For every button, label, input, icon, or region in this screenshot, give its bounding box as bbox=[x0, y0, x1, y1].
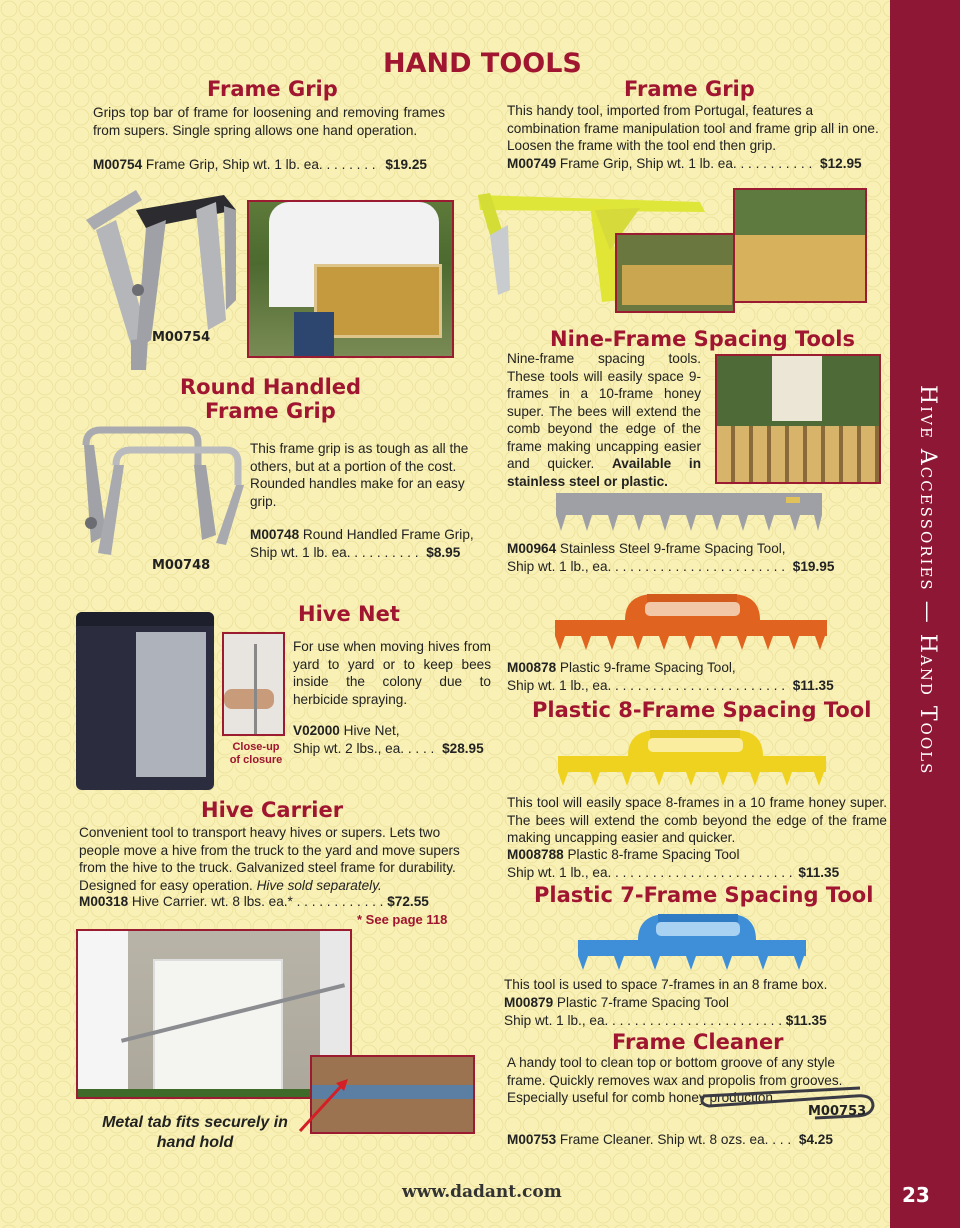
plastic-9-spacing-item2: Ship wt. 1 lb., ea. . . . . . . . . . . . . . . . . . . . . . . . bbox=[507, 677, 786, 693]
eight-frame-desc: This tool will easily space 8-frames in a 10 frame honey super. The bees will extend the comb beyond the edge of the frame making uncapping easier and quicker. bbox=[507, 795, 887, 845]
seven-frame-desc: This tool is used to space 7-frames in an 8 frame box. bbox=[504, 977, 828, 992]
round-grip-item2: Ship wt. 1 lb. ea. . . . . . . . . . bbox=[250, 544, 419, 560]
hive-carrier-caption: Metal tab fits securely in hand hold bbox=[102, 1114, 288, 1151]
frame-grip-2-order bbox=[507, 155, 887, 173]
round-grip-desc: This frame grip is as tough as all the others, but at a portion of the cost. Rounded handles make for an easy grip. bbox=[250, 441, 469, 509]
hive-net-sku: V02000 bbox=[293, 723, 340, 738]
hive-carrier-price: $72.55 bbox=[387, 894, 429, 909]
eight-frame-order bbox=[507, 846, 867, 881]
nine-frame-desc-bold: Available in stainless steel or plastic. bbox=[507, 456, 701, 489]
hive-carrier-desc bbox=[79, 824, 464, 894]
steel-spacing-order bbox=[507, 540, 867, 575]
frame-cleaner-order bbox=[507, 1131, 867, 1149]
seven-frame-item2: Ship wt. 1 lb., ea. . . . . . . . . . . . . . . . . . . . . . . . bbox=[504, 1012, 783, 1028]
nine-frame-desc bbox=[507, 350, 701, 490]
frame-grip-1-order bbox=[93, 156, 453, 174]
hive-net-title: Hive Net bbox=[298, 602, 400, 626]
frame-grip-2-photo-2 bbox=[733, 188, 867, 303]
hive-net-price: $28.95 bbox=[442, 740, 484, 756]
frame-grip-2-sku: M00749 bbox=[507, 156, 557, 171]
plastic-9-spacing-price: $11.35 bbox=[792, 677, 834, 693]
hive-carrier-item: Hive Carrier. wt. 8 lbs. ea.* . . . . . . . . . . . . bbox=[131, 894, 384, 909]
hive-net-closeup-caption-2: of closure bbox=[229, 754, 283, 766]
hive-carrier-order bbox=[79, 893, 459, 911]
website-footer: www.dadant.com bbox=[402, 1182, 562, 1202]
round-grip-image-code: M00748 bbox=[152, 558, 211, 573]
sidebar-title: Hive Accessories — Hand Tools bbox=[915, 385, 940, 776]
steel-spacing-item2: Ship wt. 1 lb., ea. . . . . . . . . . . . . . . . . . . . . . . . bbox=[507, 558, 786, 574]
frame-grip-1-price: $19.25 bbox=[385, 157, 427, 172]
page-title: HAND TOOLS bbox=[383, 48, 582, 79]
hive-carrier-sku: M00318 bbox=[79, 894, 129, 909]
hive-net-desc: For use when moving hives from yard to yard or to keep bees inside the colony due to herbicide spraying. bbox=[293, 639, 491, 707]
round-grip-item: Round Handled Frame Grip, bbox=[302, 527, 474, 542]
plastic-7-spacing-tool-image bbox=[578, 910, 808, 972]
hive-carrier-see-page: * See page 118 bbox=[357, 912, 448, 927]
plastic-9-spacing-tool-image bbox=[555, 590, 830, 652]
round-grip-title-1: Round Handled bbox=[180, 375, 362, 399]
eight-frame-sku: M008788 bbox=[507, 847, 564, 862]
frame-grip-2-title: Frame Grip bbox=[624, 77, 755, 101]
round-grip-tool-image bbox=[76, 425, 244, 575]
frame-grip-1-image-code: M00754 bbox=[152, 330, 211, 345]
hive-carrier-desc-italic: Hive sold separately. bbox=[256, 877, 382, 893]
frame-grip-2-photo-1 bbox=[615, 233, 735, 313]
page-number: 23 bbox=[902, 1183, 930, 1207]
hive-net-order bbox=[293, 722, 503, 757]
nine-frame-desc-text: Nine-frame spacing tools. These tools will easily space 9-frames in a 10-frame honey super. The bees will extend the comb beyond the edge of the frame making uncapping easier and quicker. bbox=[507, 351, 701, 471]
steel-spacing-price: $19.95 bbox=[792, 558, 835, 574]
hive-net-item2: Ship wt. 2 lbs., ea. . . . . bbox=[293, 740, 435, 756]
nine-frame-photo bbox=[715, 354, 881, 484]
hive-carrier-title: Hive Carrier bbox=[201, 798, 344, 822]
hive-net-closeup-caption bbox=[226, 741, 286, 767]
frame-grip-1-sku: M00754 bbox=[93, 157, 143, 172]
round-grip-sku: M00748 bbox=[250, 527, 300, 542]
frame-cleaner-item: Frame Cleaner. Ship wt. 8 ozs. ea. . . . bbox=[559, 1132, 792, 1147]
plastic-8-spacing-tool-image bbox=[558, 726, 828, 788]
round-grip-price: $8.95 bbox=[426, 544, 461, 560]
steel-spacing-sku: M00964 bbox=[507, 541, 557, 556]
eight-frame-title: Plastic 8-Frame Spacing Tool bbox=[532, 698, 872, 722]
eight-frame-item2: Ship wt. 1 lb., ea. . . . . . . . . . . . . . . . . . . . . . . . . bbox=[507, 864, 793, 880]
frame-grip-photo bbox=[247, 200, 454, 358]
hive-net-closeup-photo bbox=[222, 632, 285, 736]
frame-grip-2-desc: This handy tool, imported from Portugal, features a combination frame manipulation tool and frame grip all in one. Loosen the frame with the tool end then grip. bbox=[507, 103, 879, 153]
hive-net-item: Hive Net, bbox=[343, 723, 400, 738]
seven-frame-price: $11.35 bbox=[785, 1012, 827, 1028]
seven-frame-order bbox=[504, 994, 864, 1029]
seven-frame-sku: M00879 bbox=[504, 995, 554, 1010]
frame-cleaner-sku: M00753 bbox=[507, 1132, 557, 1147]
arrow-icon bbox=[296, 1075, 356, 1135]
steel-spacing-item: Stainless Steel 9-frame Spacing Tool, bbox=[559, 541, 786, 556]
plastic-9-spacing-order bbox=[507, 659, 867, 694]
plastic-9-spacing-item: Plastic 9-frame Spacing Tool, bbox=[559, 660, 736, 675]
frame-grip-1-desc: Grips top bar of frame for loosening and removing frames from supers. Single spring allows one hand operation. bbox=[93, 105, 445, 138]
nine-frame-title: Nine-Frame Spacing Tools bbox=[550, 327, 856, 351]
round-grip-order bbox=[250, 526, 490, 561]
frame-grip-2-item: Frame Grip, Ship wt. 1 lb. ea. . . . . . . . . . . bbox=[559, 156, 813, 171]
seven-frame-title: Plastic 7-Frame Spacing Tool bbox=[534, 883, 874, 907]
frame-cleaner-image-code: M00753 bbox=[808, 1104, 867, 1119]
steel-spacing-tool-image bbox=[556, 491, 826, 535]
frame-cleaner-price: $4.25 bbox=[798, 1132, 833, 1147]
plastic-9-spacing-sku: M00878 bbox=[507, 660, 557, 675]
frame-grip-1-title: Frame Grip bbox=[207, 77, 338, 101]
frame-grip-1-item: Frame Grip, Ship wt. 1 lb. ea. . . . . . . . bbox=[145, 157, 376, 172]
hive-net-photo bbox=[76, 612, 214, 790]
seven-frame-item: Plastic 7-frame Spacing Tool bbox=[556, 995, 729, 1010]
frame-grip-2-price: $12.95 bbox=[820, 156, 862, 171]
frame-cleaner-desc: A handy tool to clean top or bottom groove of any style frame. Quickly removes wax and propolis from grooves. Especially useful for comb honey production. bbox=[507, 1055, 843, 1105]
hive-carrier-desc-text: Convenient tool to transport heavy hives or supers. Lets two people move a hive from the truck to the yard and move supers from the hive to the truck. Galvanized steel frame for durability. Designed for easy operation. bbox=[79, 825, 460, 893]
eight-frame-item: Plastic 8-frame Spacing Tool bbox=[567, 847, 740, 862]
frame-cleaner-title: Frame Cleaner bbox=[612, 1030, 784, 1054]
hive-net-closeup-caption-1: Close-up bbox=[232, 741, 280, 753]
round-grip-title-2: Frame Grip bbox=[205, 399, 336, 423]
eight-frame-price: $11.35 bbox=[798, 864, 840, 880]
